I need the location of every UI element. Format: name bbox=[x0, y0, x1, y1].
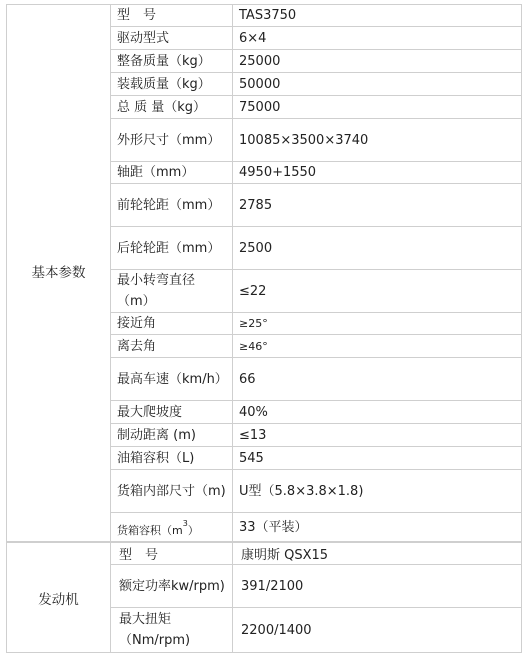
row-value: 2500 bbox=[233, 227, 522, 270]
row-value: 545 bbox=[233, 447, 522, 470]
row-value: 50000 bbox=[233, 73, 522, 96]
row-value: U型（5.8×3.8×1.8) bbox=[233, 470, 522, 513]
row-value: ≥25° bbox=[233, 313, 522, 335]
row-label: 接近角 bbox=[111, 313, 233, 335]
row-value: TAS3750 bbox=[233, 5, 522, 27]
row-value: ≤13 bbox=[233, 424, 522, 447]
spec-table bbox=[6, 4, 522, 542]
row-label: 装载质量（kg） bbox=[111, 73, 233, 96]
row-label: 额定功率kw/rpm) bbox=[111, 565, 233, 608]
row-value: 33（平装） bbox=[233, 513, 522, 542]
table-row bbox=[7, 5, 522, 27]
row-value: 10085×3500×3740 bbox=[233, 119, 522, 162]
row-label: 外形尺寸（mm） bbox=[111, 119, 233, 162]
row-label: 整备质量（kg） bbox=[111, 50, 233, 73]
row-label: 后轮轮距（mm） bbox=[111, 227, 233, 270]
row-label: 最高车速（km/h） bbox=[111, 358, 233, 401]
row-value: 6×4 bbox=[233, 27, 522, 50]
row-value: 391/2100 bbox=[233, 565, 522, 608]
label-suffix: ） bbox=[187, 524, 199, 537]
category-engine: 发动机 bbox=[7, 543, 111, 653]
row-label: 型 号 bbox=[111, 5, 233, 27]
row-label: 轴距（mm） bbox=[111, 162, 233, 184]
row-label: 驱动型式 bbox=[111, 27, 233, 50]
row-value: 2200/1400 bbox=[233, 608, 522, 653]
row-label: 制动距离 (m) bbox=[111, 424, 233, 447]
category-basic-params: 基本参数 bbox=[7, 5, 111, 542]
row-value: ≥46° bbox=[233, 335, 522, 358]
label-superscript: 3 bbox=[182, 519, 188, 528]
row-label: 离去角 bbox=[111, 335, 233, 358]
row-label: 前轮轮距（mm） bbox=[111, 184, 233, 227]
row-value: 66 bbox=[233, 358, 522, 401]
row-label: 货箱内部尺寸（m) bbox=[111, 470, 233, 513]
row-value: 40% bbox=[233, 401, 522, 424]
row-label: 最大爬坡度 bbox=[111, 401, 233, 424]
row-value: 2785 bbox=[233, 184, 522, 227]
row-label: 总 质 量（kg） bbox=[111, 96, 233, 119]
row-label: 最小转弯直径（m） bbox=[111, 270, 233, 313]
row-value: 康明斯 QSX15 bbox=[233, 543, 522, 565]
row-label: 最大扭矩（Nm/rpm) bbox=[111, 608, 233, 653]
row-label: 型 号 bbox=[111, 543, 233, 565]
table-row bbox=[7, 543, 522, 565]
engine-table bbox=[6, 542, 522, 653]
row-value: 4950+1550 bbox=[233, 162, 522, 184]
row-value: 25000 bbox=[233, 50, 522, 73]
row-value: 75000 bbox=[233, 96, 522, 119]
row-value: ≤22 bbox=[233, 270, 522, 313]
row-label bbox=[111, 513, 233, 542]
label-text: 货箱容积（m bbox=[117, 524, 183, 537]
row-label: 油箱容积（L) bbox=[111, 447, 233, 470]
